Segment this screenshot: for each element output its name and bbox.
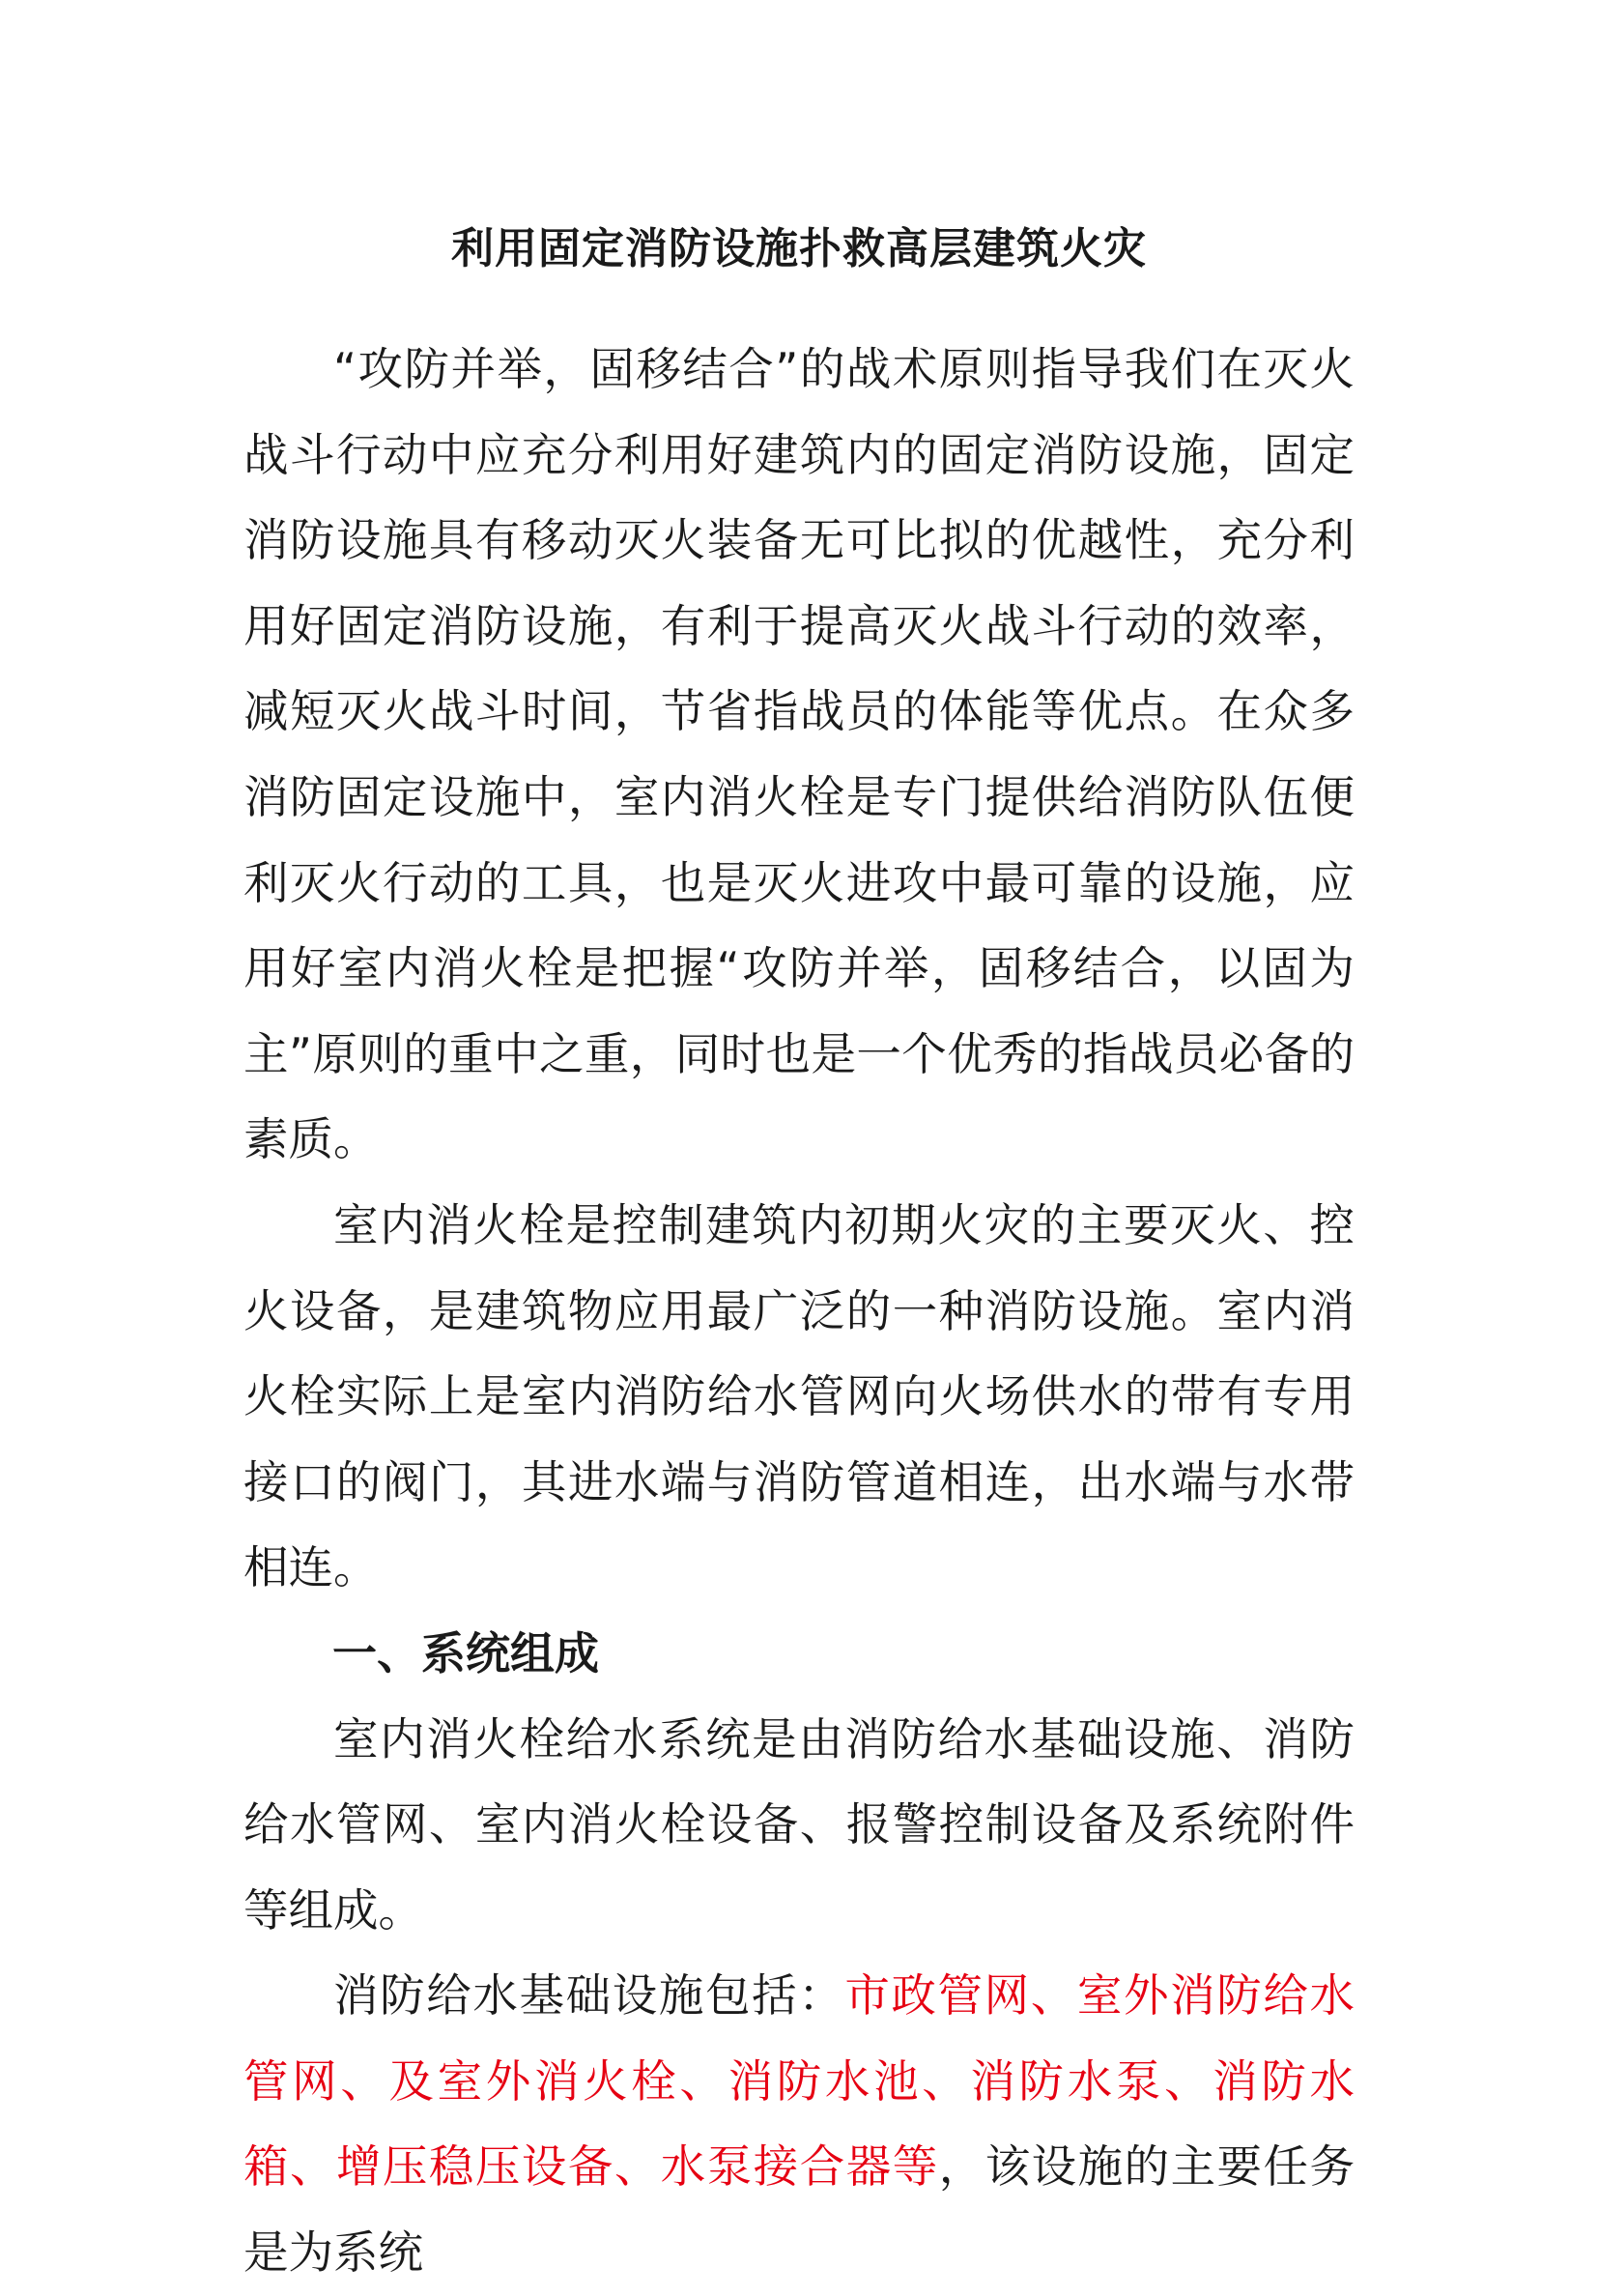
section-heading-system-composition: 一、系统组成 [332,1626,599,1679]
paragraph-tactics: “攻防并举，固移结合”的战术原则指导我们在灭火战斗行动中应充分利用好建筑内的固定消防设施，固定消防设施具有移动灭火装备无可比拟的优越性，充分利用好固定消防设施，有利于提高灭火战斗行动的效率，减短灭火战斗时间，节省指战员的体能等优点。在众多消防固定设施中，室内消火栓是专门提供给消防队伍便利灭火行动的工具，也是灭火进攻中最可靠的设施，应用好室内消火栓是把握“攻防并举，固移结合，以固为主”原则的重中之重，同时也是一个优秀的指战员必备的素质。 [243,343,1355,1166]
paragraph-system-components: 室内消火栓给水系统是由消防给水基础设施、消防给水管网、室内消火栓设备、报警控制设备及系统附件等组成。 [243,1712,1355,1937]
paragraph-infrastructure [243,1953,1355,2295]
paragraph-indoor-hydrant: 室内消火栓是控制建筑内初期火灾的主要灭火、控火设备，是建筑物应用最广泛的一种消防设施。室内消火栓实际上是室内消防给水管网向火场供水的带有专用接口的阀门，其进水端与消防管道相连，出水端与水带相连。 [243,1198,1355,1594]
infrastructure-highlight-text: 市政管网、室外消防给水管网、及室外消火栓、消防水池、消防水泵、消防水箱、增压稳压设备、水泵接合器等 [243,1969,1355,2194]
document-title: 利用固定消防设施扑救高层建筑火灾 [451,224,1147,273]
document-body [243,327,1355,2296]
infrastructure-tail-text: ，该设施的主要任务是为系统 [243,2140,1355,2280]
infrastructure-lead-text: 消防给水基础设施包括： [333,1969,845,2023]
